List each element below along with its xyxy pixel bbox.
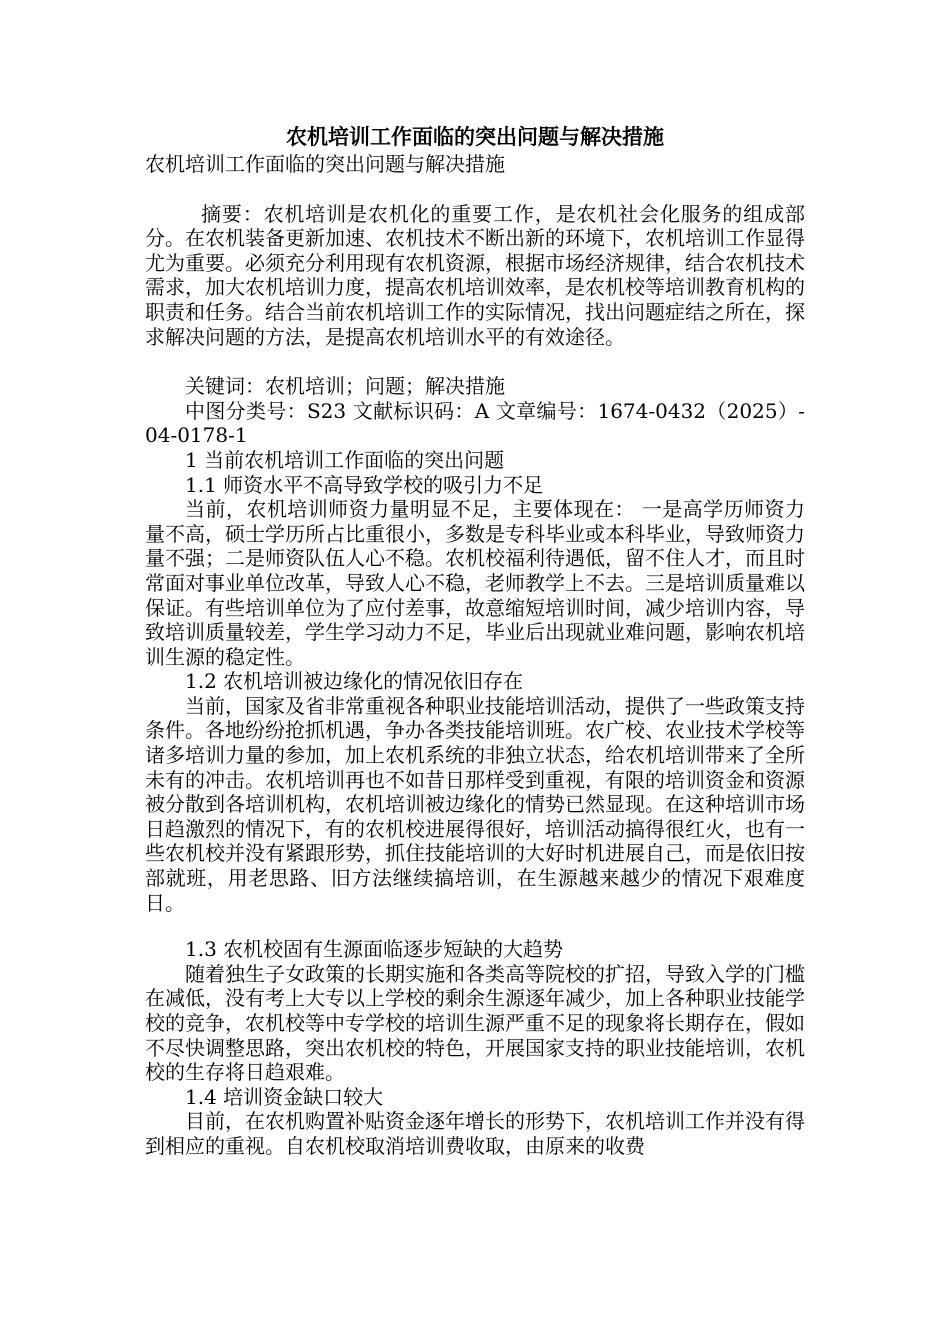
document-title: 农机培训工作面临的突出问题与解决措施: [286, 124, 664, 149]
body-paragraph-1-1: 当前，农机培训师资力量明显不足，主要体现在： 一是高学历师资力量不高，硕士学历所占比重很小，多数是专科毕业或本科毕业，导致师资力量不强；二是师资队伍人心不稳。农机校福利待遇低，留不住人才，而且时常面对事业单位改革，导致人心不稳，老师教学上不去。三是培训质量难以保证。有些培训单位为了应付差事，故意缩短培训时间，减少培训内容，导致培训质量较差，学生学习动力不足，毕业后出现就业难问题，影响农机培训生源的稳定性。: [145, 497, 805, 669]
subsection-heading-1-1: 1.1 师资水平不高导致学校的吸引力不足: [185, 472, 544, 497]
subsection-heading-1-4: 1.4 培训资金缺口较大: [185, 1084, 384, 1109]
spacer: [145, 915, 805, 937]
document-page: [145, 122, 805, 1159]
spacer: [145, 349, 805, 374]
keywords-line: 关键词：农机培训；问题；解决措施: [185, 374, 505, 399]
document-subtitle: 农机培训工作面临的突出问题与解决措施: [145, 152, 505, 176]
body-paragraph-1-2: 当前，国家及省非常重视各种职业技能培训活动，提供了一些政策支持条件。各地纷纷抢抓机遇，争办各类技能培训班。农广校、农业技术学校等诸多培训力量的参加，加上农机系统的非独立状态，给农机培训带来了全所未有的冲击。农机培训再也不如昔日那样受到重视，有限的培训资金和资源被分散到各培训机构，农机培训被边缘化的情势已然显现。在这种培训市场日趋激烈的情况下，有的农机校进展得很好，培训活动搞得很红火，也有一些农机校并没有紧跟形势，抓住技能培训的大好时机进展自己，而是依旧按部就班，用老思路、旧方法继续搞培训，在生源越来越少的情况下艰难度日。: [145, 693, 805, 915]
abstract-paragraph: 摘要：农机培训是农机化的重要工作，是农机社会化服务的组成部分。在农机装备更新加速、农机技术不断出新的环境下，农机培训工作显得尤为重要。必须充分利用现有农机资源，根据市场经济规律，结合农机技术需求，加大农机培训力度，提高农机培训效率，是农机校等培训教育机构的职责和任务。结合当前农机培训工作的实际情况，找出问题症结之所在，探求解决问题的方法，是提高农机培训水平的有效途径。: [145, 201, 805, 349]
body-paragraph-1-4: 目前，在农机购置补贴资金逐年增长的形势下，农机培训工作并没有得到相应的重视。自农机校取消培训费收取，由原来的收费: [145, 1109, 805, 1158]
spacer: [145, 177, 805, 202]
classification-line: 中图分类号：S23 文献标识码：A 文章编号：1674-0432（2025）-04-0178-1: [145, 398, 805, 448]
subsection-heading-1-2: 1.2 农机培训被边缘化的情况依旧存在: [185, 669, 524, 694]
subsection-heading-1-3: 1.3 农机校固有生源面临逐步短缺的大趋势: [185, 937, 564, 962]
body-paragraph-1-3: 随着独生子女政策的长期实施和各类高等院校的扩招，导致入学的门槛在减低，没有考上大专以上学校的剩余生源逐年减少，加上各种职业技能学校的竞争，农机校等中专学校的培训生源严重不足的现象将长期存在，假如不尽快调整思路，突出农机校的特色，开展国家支持的职业技能培训，农机校的生存将日趋艰难。: [145, 961, 805, 1085]
section-heading-1: 1 当前农机培训工作面临的突出问题: [185, 447, 505, 472]
